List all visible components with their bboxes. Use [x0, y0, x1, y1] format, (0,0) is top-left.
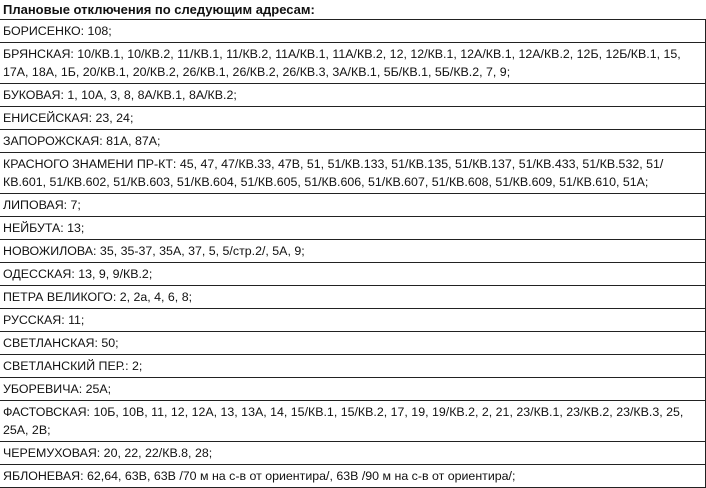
street-cell: ЯБЛОНЕВАЯ: 62,64, 63В, 63В /70 м на с-в от ориентира/, 63В /90 м на с-в от ориентира/;: [0, 465, 706, 488]
street-cell: СВЕТЛАНСКИЙ ПЕР.: 2;: [0, 355, 706, 378]
table-row: [0, 20, 706, 43]
street-cell: БОРИСЕНКО: 108;: [0, 20, 706, 43]
street-cell: ЕНИСЕЙСКАЯ: 23, 24;: [0, 107, 706, 130]
street-cell: НЕЙБУТА: 13;: [0, 217, 706, 240]
address-table: [0, 20, 706, 488]
table-row: [0, 153, 706, 194]
street-cell: ЗАПОРОЖСКАЯ: 81А, 87А;: [0, 130, 706, 153]
table-row: [0, 332, 706, 355]
street-cell: КРАСНОГО ЗНАМЕНИ ПР-КТ: 45, 47, 47/КВ.33, 47В, 51, 51/КВ.133, 51/КВ.135, 51/КВ.137, 51/КВ.433, 51/КВ.532, 51/КВ.601, 51/КВ.602, 51/КВ.603, 51/КВ.604, 51/КВ.605, 51/КВ.606, 51/КВ.607, 51/КВ.608, 51/КВ.609, 51/КВ.610, 51А;: [0, 153, 706, 194]
table-row: [0, 217, 706, 240]
table-row: [0, 378, 706, 401]
street-cell: БРЯНСКАЯ: 10/КВ.1, 10/КВ.2, 11/КВ.1, 11/КВ.2, 11А/КВ.1, 11А/КВ.2, 12, 12/КВ.1, 12А/КВ.1, 12А/КВ.2, 12Б, 12Б/КВ.1, 15, 17А, 18А, 1Б, 20/КВ.1, 20/КВ.2, 26/КВ.1, 26/КВ.2, 26/КВ.3, 3А/КВ.1, 5Б/КВ.1, 5Б/КВ.2, 7, 9;: [0, 43, 706, 84]
table-row: [0, 107, 706, 130]
street-cell: ОДЕССКАЯ: 13, 9, 9/КВ.2;: [0, 263, 706, 286]
table-row: [0, 401, 706, 442]
street-cell: НОВОЖИЛОВА: 35, 35-37, 35А, 37, 5, 5/стр.2/, 5А, 9;: [0, 240, 706, 263]
table-row: [0, 130, 706, 153]
street-cell: СВЕТЛАНСКАЯ: 50;: [0, 332, 706, 355]
street-cell: УБОРЕВИЧА: 25А;: [0, 378, 706, 401]
street-cell: РУССКАЯ: 11;: [0, 309, 706, 332]
table-row: [0, 263, 706, 286]
street-cell: ФАСТОВСКАЯ: 10Б, 10В, 11, 12, 12А, 13, 13А, 14, 15/КВ.1, 15/КВ.2, 17, 19, 19/КВ.2, 2, 21, 23/КВ.1, 23/КВ.2, 23/КВ.3, 25, 25А, 2В;: [0, 401, 706, 442]
table-row: [0, 309, 706, 332]
table-row: [0, 43, 706, 84]
street-cell: ПЕТРА ВЕЛИКОГО: 2, 2а, 4, 6, 8;: [0, 286, 706, 309]
street-cell: БУКОВАЯ: 1, 10А, 3, 8, 8А/КВ.1, 8А/КВ.2;: [0, 84, 706, 107]
table-row: [0, 442, 706, 465]
table-row: [0, 240, 706, 263]
table-row: [0, 84, 706, 107]
street-cell: ЧЕРЕМУХОВАЯ: 20, 22, 22/КВ.8, 28;: [0, 442, 706, 465]
street-cell: ЛИПОВАЯ: 7;: [0, 194, 706, 217]
table-row: [0, 355, 706, 378]
page-title: Плановые отключения по следующим адресам:: [0, 0, 706, 20]
table-row: [0, 465, 706, 488]
table-row: [0, 194, 706, 217]
table-row: [0, 286, 706, 309]
